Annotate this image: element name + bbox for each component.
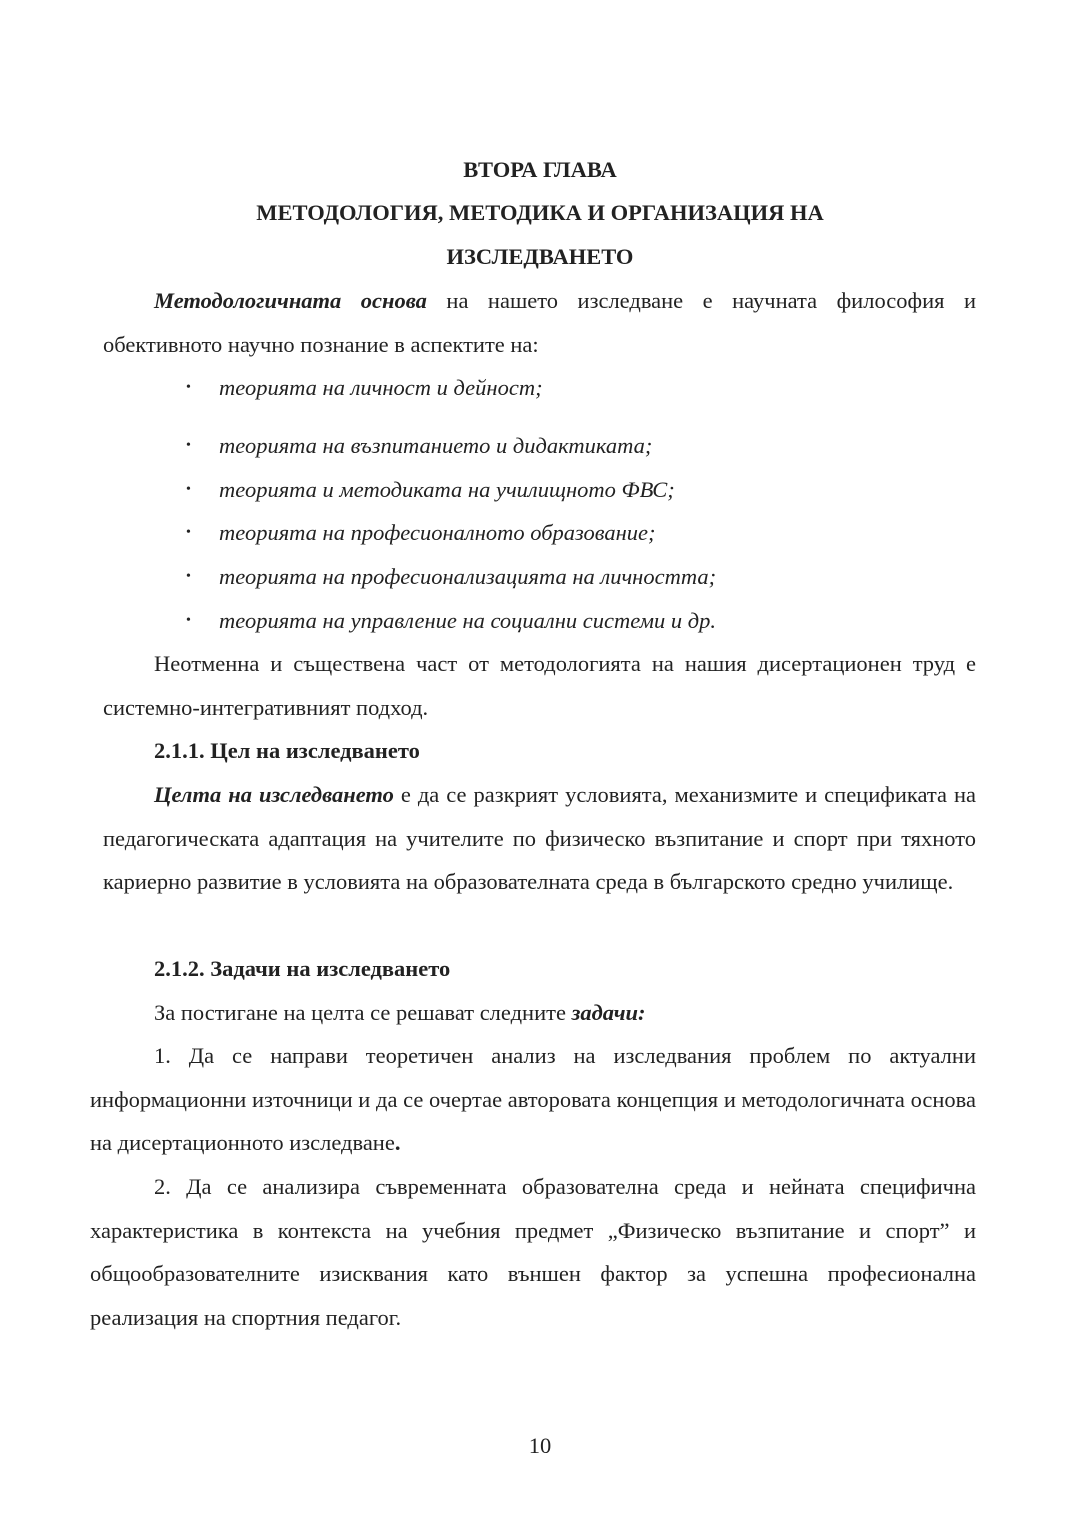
chapter-heading: ВТОРА ГЛАВА	[463, 157, 617, 182]
tasks-lead	[154, 991, 646, 1035]
bullet-text: теорията на личност и дейност;	[219, 375, 543, 400]
task-1-end: .	[394, 1130, 401, 1155]
goal-text: е да се разкрият условията, механизмите и спецификата на педагогическата адаптация на учителите по физическо възпитание и спорт при тяхното кариерно развитие в условията на образователната среда в българското средно училище.	[103, 782, 976, 894]
bullet-icon: •	[186, 613, 191, 628]
intro-text: на нашето изследване е научната философия и обективното научно познание в аспектите на:	[103, 288, 976, 357]
tasks-lead-emphasis: задачи:	[571, 1000, 646, 1025]
task-2-paragraph: 2. Да се анализира съвременната образователна среда и нейната специфична характеристика в контекста на учебния предмет „Физическо възпитание и спорт” и общообразователните изисквания като външен фактор за успешна професионална реализация на спортния педагог.	[90, 1174, 976, 1330]
goal-emphasis: Целта на изследването	[154, 782, 394, 807]
bullet-icon: •	[186, 438, 191, 453]
bullet-text: теорията на професионализацията на личността;	[219, 564, 717, 589]
intro-emphasis: Методологичната основа	[154, 288, 427, 313]
goal-paragraph	[103, 773, 976, 904]
bullet-text: теорията на управление на социални системи и др.	[219, 608, 717, 633]
chapter-title-line-2: ИЗСЛЕДВАНЕТО	[446, 244, 634, 269]
bullet-icon: •	[186, 380, 191, 395]
task-1-text: 1. Да се направи теоретичен анализ на изследвания проблем по актуални информационни източници и да се очертае авторовата концепция и методологичната основа на дисертационното изследване	[90, 1043, 976, 1155]
bullet-icon: •	[186, 569, 191, 584]
tasks-lead-text: За постигане на целта се решават следните	[154, 1000, 572, 1025]
page-number: 10	[528, 1433, 552, 1458]
bullet-icon: •	[186, 482, 191, 497]
bullet-text: теорията и методиката на училищното ФВС;	[219, 477, 675, 502]
bullet-text: теорията на възпитанието и дидактиката;	[219, 433, 653, 458]
section-tasks-title: 2.1.2. Задачи на изследването	[154, 956, 451, 981]
intro-paragraph	[103, 279, 976, 366]
system-approach-paragraph: Неотменна и съществена част от методологията на нашия дисертационен труд е системно-интегративният подход.	[103, 651, 976, 720]
task-1-paragraph	[90, 1034, 976, 1165]
section-goal-title: 2.1.1. Цел на изследването	[154, 738, 420, 763]
bullet-text: теорията на професионалното образование;	[219, 520, 656, 545]
bullet-icon: •	[186, 525, 191, 540]
chapter-title-line-1: МЕТОДОЛОГИЯ, МЕТОДИКА И ОРГАНИЗАЦИЯ НА	[256, 200, 824, 225]
